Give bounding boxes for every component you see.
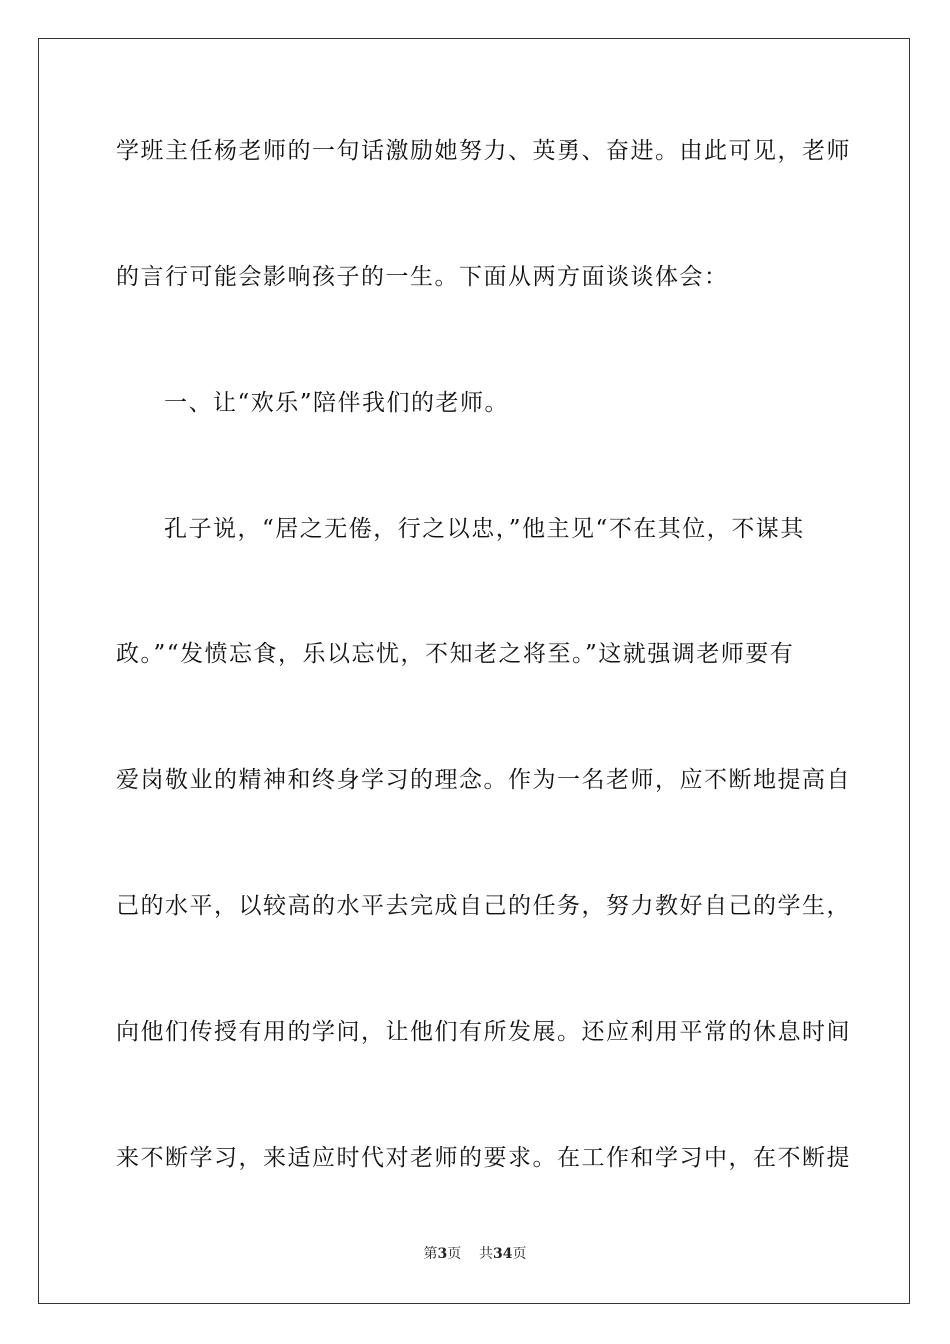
body-text-line: 政。”“发愤忘食，乐以忘忧，不知老之将至。”这就强调老师要有 [116,641,795,667]
body-text-line: 爱岗敬业的精神和终身学习的理念。作为一名老师，应不断地提高自 [116,767,851,793]
body-text-line: 向他们传授有用的学问，让他们有所发展。还应利用平常的休息时间 [116,1019,851,1045]
total-pages: 34 [493,1246,513,1262]
page-footer [0,1244,950,1264]
body-text-line: 来不断学习，来适应时代对老师的要求。在工作和学习中，在不断提 [116,1145,851,1171]
section-heading: 一、让“欢乐”陪伴我们的老师。 [164,390,510,416]
page-prefix: 第 [423,1246,438,1262]
body-text-line: 己的水平，以较高的水平去完成自己的任务，努力教好自己的学生， [116,893,851,919]
total-prefix: 共 [479,1246,494,1262]
body-text-line: 孔子说，“居之无倦，行之以忠，”他主见“不在其位，不谋其 [164,516,805,542]
body-text-line: 学班主任杨老师的一句话激励她努力、英勇、奋进。由此可见，老师 [116,138,851,164]
page-suffix: 页 [447,1246,462,1262]
total-suffix: 页 [512,1246,527,1262]
page-number: 3 [437,1246,448,1262]
body-text-line: 的言行可能会影响孩子的一生。下面从两方面谈谈体会： [116,264,729,290]
